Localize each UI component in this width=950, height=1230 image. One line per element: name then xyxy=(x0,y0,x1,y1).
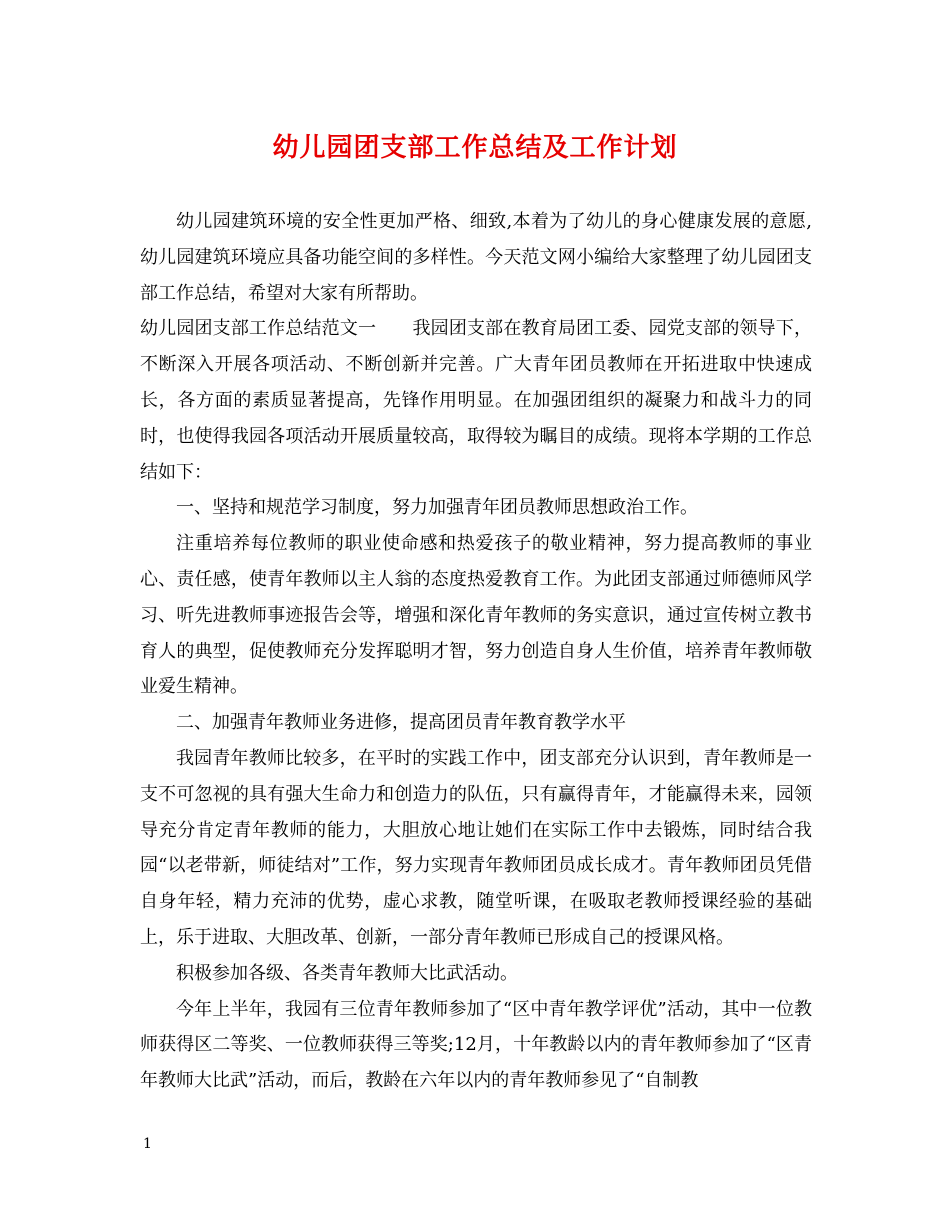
paragraph-summary-opening: 幼儿园团支部工作总结范文一 我园团支部在教育局团工委、园党支部的领导下，不断深入开展各项活动、不断创新并完善。广大青年团员教师在开拓进取中快速成长，各方面的素质显著提高，先锋作用明显。在加强团组织的凝聚力和战斗力的同时，也使得我园各项活动开展质量较高，取得较为瞩目的成绩。现将本学期的工作总结如下： xyxy=(140,318,812,483)
document-body xyxy=(140,204,812,1099)
paragraph-competitions: 今年上半年，我园有三位青年教师参加了“区中青年教学评优”活动，其中一位教师获得区二等奖、一位教师获得三等奖;12月，十年教龄以内的青年教师参加了“区青年教师大比武”活动，而后，教龄在六年以内的青年教师参见了“自制教 xyxy=(140,998,812,1092)
section-heading-one: 一、坚持和规范学习制度，努力加强青年团员教师思想政治工作。 xyxy=(176,497,698,519)
paragraph-competitions-heading: 积极参加各级、各类青年教师大比武活动。 xyxy=(176,962,518,984)
paragraph-intro: 幼儿园建筑环境的安全性更加严格、细致,本着为了幼儿的身心健康发展的意愿,幼儿园建筑环境应具备功能空间的多样性。今天范文网小编给大家整理了幼儿园团支部工作总结，希望对大家有所帮助。 xyxy=(140,211,812,304)
paragraph-section-one: 注重培养每位教师的职业使命感和热爱孩子的敬业精神，努力提高教师的事业心、责任感，使青年教师以主人翁的态度热爱教育工作。为此团支部通过师德师风学习、听先进教师事迹报告会等，增强和深化青年教师的务实意识，通过宣传树立教书育人的典型，促使教师充分发挥聪明才智，努力创造自身人生价值，培养青年教师敬业爱生精神。 xyxy=(140,533,812,698)
page-number: 1 xyxy=(143,1136,152,1152)
paragraph-section-two: 我园青年教师比较多，在平时的实践工作中，团支部充分认识到，青年教师是一支不可忽视的具有强大生命力和创造力的队伍，只有赢得青年，才能赢得未来，园领导充分肯定青年教师的能力，大胆放心地让她们在实际工作中去锻炼，同时结合我园“以老带新，师徒结对”工作，努力实现青年教师团员成长成才。青年教师团员凭借自身年轻，精力充沛的优势，虚心求教，随堂听课，在吸取老教师授课经验的基础上，乐于进取、大胆改革、创新，一部分青年教师已形成自己的授课风格。 xyxy=(140,747,812,948)
section-heading-two: 二、加强青年教师业务进修，提高团员青年教育教学水平 xyxy=(176,712,626,734)
document-title: 幼儿园团支部工作总结及工作计划 xyxy=(272,133,678,163)
